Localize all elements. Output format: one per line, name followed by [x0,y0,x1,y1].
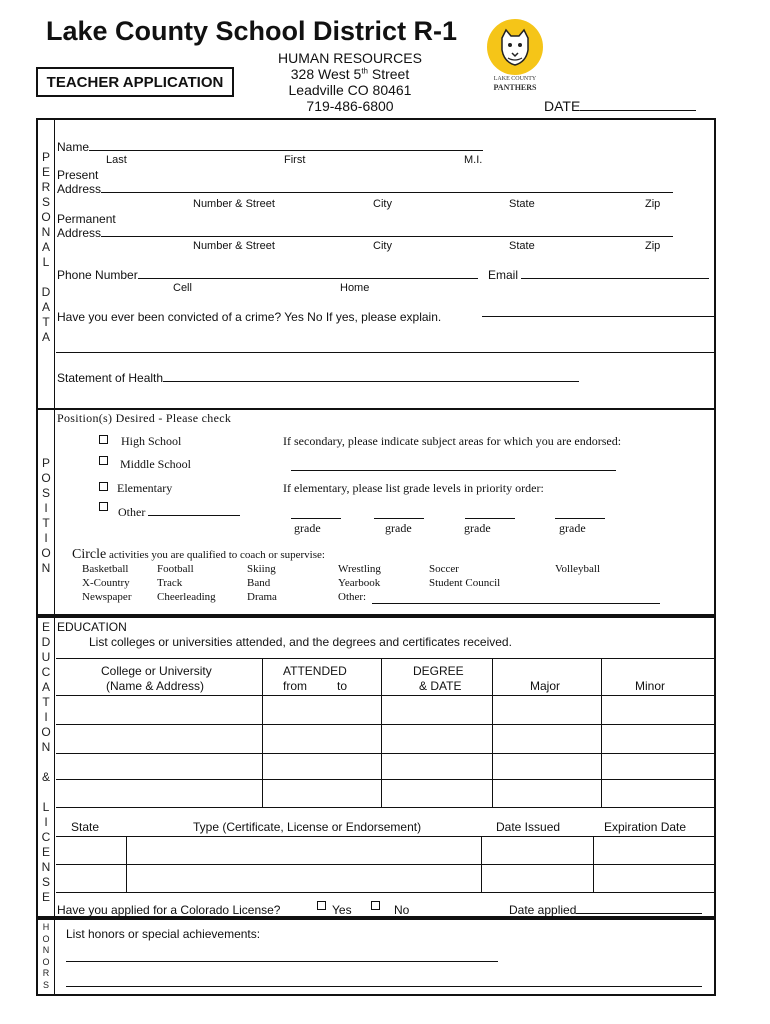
side-letter: C [41,665,51,679]
side-letter: N [41,225,51,239]
side-letter: P [41,150,50,164]
permanent-sub-city: City [373,240,392,252]
crime-explain-line[interactable] [482,316,714,317]
side-letter: E [41,890,50,904]
activity-option[interactable]: Cheerleading [157,591,216,603]
lic-type: Type (Certificate, License or Endorsement) [193,820,422,834]
name-sub-last: Last [106,154,127,166]
side-letter: A [41,240,50,254]
col-degree-2: & DATE [419,679,462,693]
elementary-prompt: If elementary, please list grade levels in priority order: [283,481,544,495]
date-label: DATE [544,98,581,114]
phone-sub-home: Home [340,282,370,294]
present-sub-zip: Zip [645,198,661,210]
side-letter: O [41,471,51,485]
date-applied-field[interactable]: Date applied [509,903,702,917]
personal-divider [56,352,714,353]
side-letter: I [44,710,48,724]
coach-prompt: Circle activities you are qualified to coach or supervise: [72,547,325,562]
hr-city: Leadville CO 80461 [288,82,412,98]
side-letter: S [41,486,50,500]
education-instructions: List colleges or universities attended, and the degrees and certificates received. [89,635,512,649]
grade-line-1[interactable] [291,518,341,519]
license-yes-checkbox[interactable] [317,901,326,910]
lic-state: State [71,820,100,834]
side-letter: E [41,620,50,634]
hr-phone: 719-486-6800 [306,98,394,114]
col-minor: Minor [635,679,666,693]
other-position-field[interactable]: Other [118,505,240,520]
side-letter: I [44,501,48,515]
side-letter: C [41,830,51,844]
crime-question: Have you ever been convicted of a crime? Yes No If yes, please explain. [57,310,442,324]
side-letter: L [42,255,50,269]
side-letter: T [42,315,50,329]
present-label: Present [57,168,99,182]
present-address-field[interactable]: Address [57,182,673,196]
activity-option[interactable]: Yearbook [338,577,381,589]
activity-option[interactable]: Soccer [429,563,459,575]
grade-line-2[interactable] [374,518,424,519]
middle-school-label: Middle School [120,457,191,471]
col-from: from [283,679,307,693]
honors-line-1[interactable] [66,961,498,962]
activity-option[interactable]: Wrestling [338,563,381,575]
honors-prompt: List honors or special achievements: [66,927,261,941]
activity-option[interactable]: Newspaper [82,591,132,603]
col-college-2: (Name & Address) [106,679,205,693]
side-letter: I [44,815,48,829]
secondary-subjects-line[interactable] [291,470,616,471]
activity-option[interactable]: Band [247,577,271,589]
grade-label-1: grade [294,521,321,535]
side-letter: R [41,180,51,194]
side-letter: U [41,650,51,664]
lic-issued: Date Issued [496,820,561,834]
hr-street: 328 West 5th Street [290,66,410,82]
activity-option[interactable]: Student Council [429,577,501,589]
email-field[interactable]: Email [488,268,709,282]
side-letter: I [44,531,48,545]
high-school-label: High School [121,434,182,448]
side-letter: P [41,456,50,470]
side-letter: N [41,561,51,575]
col-degree-1: DEGREE [413,664,464,678]
phone-sub-cell: Cell [173,282,192,294]
activity-option[interactable]: X-Country [82,577,130,589]
honors-side-label [38,922,54,991]
permanent-sub-street: Number & Street [193,240,275,252]
side-letter: O [41,210,51,224]
position-side-label [38,456,54,576]
phone-field[interactable]: Phone Number [57,268,478,282]
grade-label-4: grade [559,521,586,535]
lic-expiration: Expiration Date [604,820,687,834]
license-no-label: No [394,903,410,917]
elementary-checkbox[interactable] [99,482,108,491]
col-major: Major [530,679,561,693]
education-section [36,616,716,918]
education-heading: EDUCATION [57,620,127,634]
side-letter: E [41,845,50,859]
col-college-1: College or University [101,664,212,678]
positions-desired-label: Position(s) Desired - Please check [57,411,232,425]
secondary-prompt: If secondary, please indicate subject areas for which you are endorsed: [283,434,622,448]
col-attended: ATTENDED [283,664,347,678]
honors-line-2[interactable] [66,986,702,987]
personal-data-side-label [38,150,54,345]
side-letter: D [41,635,51,649]
side-letter: O [41,546,51,560]
permanent-address-field[interactable]: Address [57,226,673,240]
side-letter: D [41,285,51,299]
logo-text-1: LAKE COUNTY [493,76,537,82]
middle-school-checkbox[interactable] [99,456,108,465]
side-letter: R [42,968,50,978]
personal-data-section [36,118,716,410]
activity-option[interactable]: Football [157,563,194,575]
education-side-label [38,620,54,905]
permanent-sub-state: State [509,240,535,252]
side-letter: N [42,945,50,955]
side-letter: L [42,800,50,814]
present-sub-street: Number & Street [193,198,275,210]
name-field[interactable]: Name [57,140,483,154]
side-letter: T [42,695,50,709]
logo-text-2: PANTHERS [493,83,537,92]
grade-line-4[interactable] [555,518,605,519]
side-letter: O [42,933,50,944]
colorado-license-question: Have you applied for a Colorado License? [57,903,281,917]
grade-label-2: grade [385,521,412,535]
side-letter [38,270,54,285]
side-letter: E [41,165,50,179]
side-letter: A [41,330,50,344]
side-letter: S [42,979,49,990]
side-letter [38,755,54,770]
grade-label-3: grade [464,521,491,535]
side-letter: A [41,680,50,694]
permanent-sub-zip: Zip [645,240,661,252]
teacher-application-label: TEACHER APPLICATION [36,67,234,97]
hr-department: HUMAN RESOURCES [278,50,422,66]
activity-option[interactable]: Track [157,577,183,589]
name-sub-first: First [284,154,306,166]
side-letter: S [41,195,50,209]
license-no-checkbox[interactable] [371,901,380,910]
activity-option[interactable]: Other: [338,591,367,603]
side-letter: H [42,922,50,932]
activity-option[interactable]: Drama [247,591,277,603]
date-field[interactable] [544,98,696,114]
side-letter: S [41,875,50,889]
activity-option[interactable]: Skiing [247,563,276,575]
side-letter: T [42,516,50,530]
district-title: Lake County School District R-1 [46,16,458,46]
side-letter: N [41,740,51,754]
side-letter: O [42,956,50,967]
side-letter: N [41,860,51,874]
high-school-checkbox[interactable] [99,435,108,444]
activity-option[interactable]: Basketball [82,563,129,575]
health-field[interactable]: Statement of Health [57,371,579,385]
license-yes-label: Yes [332,903,352,917]
side-letter: A [41,300,50,314]
present-sub-state: State [509,198,535,210]
col-to: to [337,679,348,693]
elementary-label: Elementary [117,481,173,495]
present-sub-city: City [373,198,392,210]
grade-line-3[interactable] [465,518,515,519]
panther-logo-icon [486,18,544,76]
side-letter: O [41,725,51,739]
permanent-label: Permanent [57,212,116,226]
side-letter [38,785,54,800]
side-letter: & [41,770,50,784]
other-activity-line[interactable] [372,603,660,604]
name-sub-mi: M.I. [464,154,483,166]
activity-option[interactable]: Volleyball [555,563,601,575]
other-checkbox[interactable] [99,502,108,511]
